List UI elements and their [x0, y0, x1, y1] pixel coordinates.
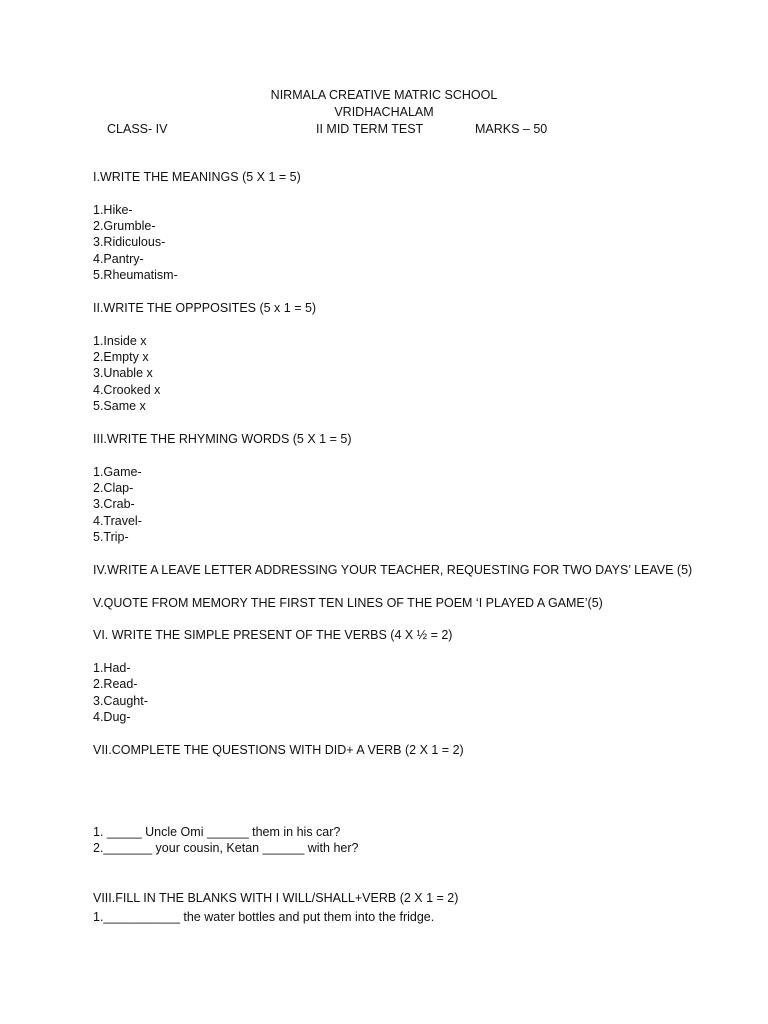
list-item: 3.Crab- [93, 497, 135, 511]
list-item: 3.Caught- [93, 694, 148, 708]
list-item: 2.Clap- [93, 481, 134, 495]
marks-label: MARKS – 50 [475, 122, 548, 136]
list-item: 5.Trip- [93, 530, 129, 544]
section-title-did-questions: VII.COMPLETE THE QUESTIONS WITH DID+ A VERB (2 X 1 = 2) [93, 743, 464, 757]
list-item: 1.Hike- [93, 203, 133, 217]
list-item: 1.Inside x [93, 334, 147, 348]
list-item: 1.Game- [93, 465, 142, 479]
list-item: 5.Rheumatism- [93, 268, 178, 282]
list-item: 1.Had- [93, 661, 131, 675]
section-title-leave-letter: IV.WRITE A LEAVE LETTER ADDRESSING YOUR TEACHER, REQUESTING FOR TWO DAYS’ LEAVE (5) [93, 563, 693, 577]
school-name: NIRMALA CREATIVE MATRIC SCHOOL [270, 88, 498, 102]
list-item: 4.Dug- [93, 710, 131, 724]
list-item: 4.Crooked x [93, 383, 161, 397]
list-item: 2.Grumble- [93, 219, 156, 233]
section-title-simple-present: VI. WRITE THE SIMPLE PRESENT OF THE VERBS (4 X ½ = 2) [93, 628, 453, 642]
list-item: 5.Same x [93, 399, 146, 413]
section-title-opposites: II.WRITE THE OPPPOSITES (5 x 1 = 5) [93, 301, 317, 315]
list-item: 3.Ridiculous- [93, 235, 166, 249]
list-item: 2.Read- [93, 677, 138, 691]
school-location: VRIDHACHALAM [334, 105, 434, 119]
list-item: 1. _____ Uncle Omi ______ them in his car? [93, 825, 341, 839]
list-item: 4.Travel- [93, 514, 142, 528]
section-title-quote: V.QUOTE FROM MEMORY THE FIRST TEN LINES OF THE POEM ‘I PLAYED A GAME’(5) [93, 596, 603, 610]
list-item: 4.Pantry- [93, 252, 144, 266]
list-item: 3.Unable x [93, 366, 153, 380]
list-item: 2._______ your cousin, Ketan ______ with her? [93, 841, 359, 855]
section-title-meanings: I.WRITE THE MEANINGS (5 X 1 = 5) [93, 170, 301, 184]
test-name: II MID TERM TEST [316, 122, 424, 136]
list-item: 1.___________ the water bottles and put them into the fridge. [93, 910, 435, 924]
section-title-rhyming: III.WRITE THE RHYMING WORDS (5 X 1 = 5) [93, 432, 352, 446]
section-title-will-shall: VIII.FILL IN THE BLANKS WITH I WILL/SHALL+VERB (2 X 1 = 2) [93, 891, 459, 905]
class-label: CLASS- IV [107, 122, 168, 136]
list-item: 2.Empty x [93, 350, 149, 364]
